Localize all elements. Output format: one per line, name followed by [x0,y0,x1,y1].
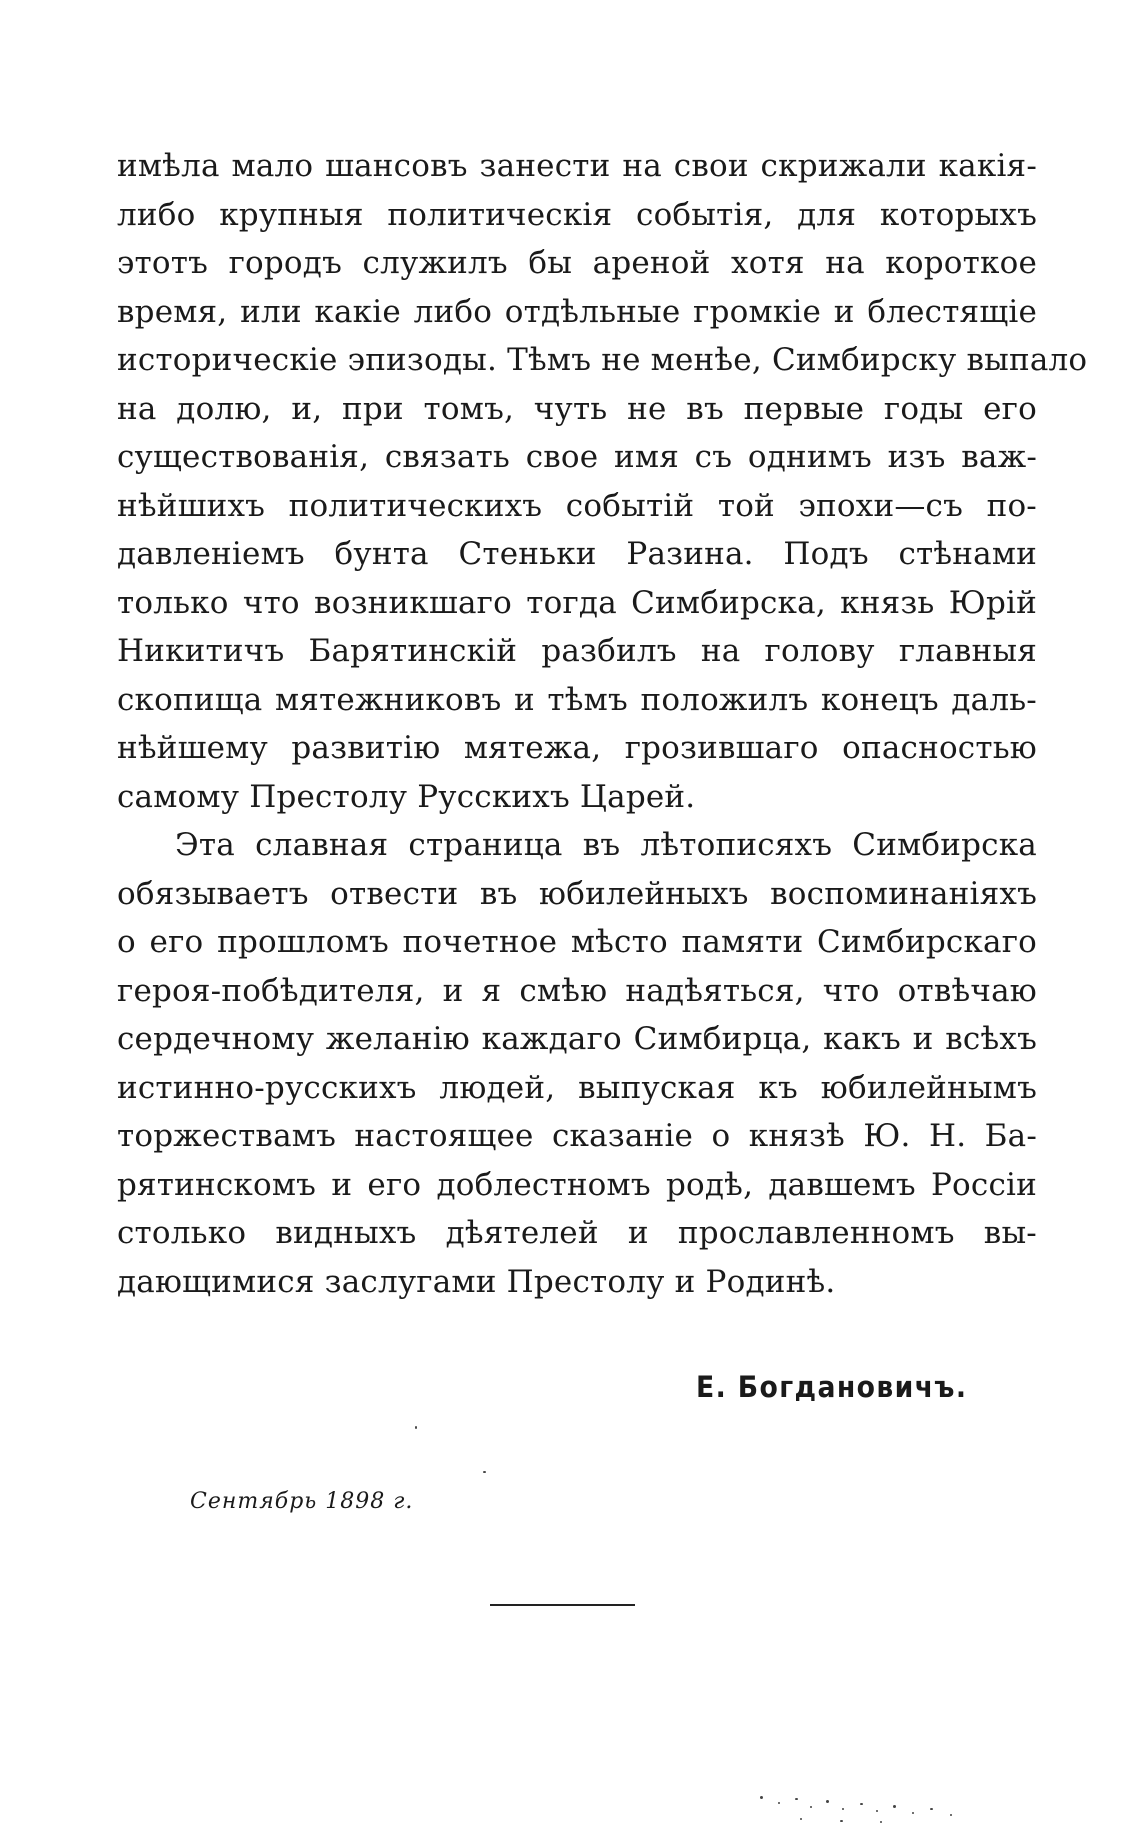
text-line: только что возникшаго тогда Симбирска, князь Юрій [117,584,1037,621]
text-line: время, или какіе либо отдѣльные громкіе и блестящіе [117,293,1037,330]
text-line: существованія, связать свое имя съ однимъ изъ важ- [117,439,1037,475]
text-line: либо крупныя политическія событія, для которыхъ [117,196,1037,233]
author-signature: Е. Богдановичъ. [696,1370,968,1404]
text-line: имѣла мало шансовъ занести на свои скрижали какія- [117,148,1037,184]
text-line: на долю, и, при томъ, чуть не въ первые годы его [117,390,1037,427]
text-line: самому Престолу Русскихъ Царей. [117,778,696,815]
text-line: сердечному желанію каждаго Симбирца, какъ и всѣхъ [117,1021,1037,1057]
text-line: о его прошломъ почетное мѣсто памяти Симбирскаго [117,924,1037,960]
text-line: нѣйшему развитію мятежа, грозившаго опасностью [117,730,1037,766]
text-line: столько видныхъ дѣятелей и прославленномъ вы- [117,1215,1037,1251]
text-line: героя-побѣдителя, и я смѣю надѣяться, что отвѣчаю [117,972,1037,1009]
text-line: рятинскомъ и его доблестномъ родѣ, давшемъ Россіи [117,1166,1037,1203]
text-line: историческіе эпизоды. Тѣмъ не менѣе, Симбирску выпало [117,342,1088,378]
text-line: истинно-русскихъ людей, выпуская къ юбилейнымъ [117,1069,1037,1106]
text-line: скопища мятежниковъ и тѣмъ положилъ конецъ даль- [117,681,1037,718]
text-line: торжествамъ настоящее сказаніе о князѣ Ю. Н. Ба- [117,1118,1037,1154]
text-line: давленіемъ бунта Стеньки Разина. Подъ стѣнами [117,536,1037,572]
paragraph-1 [117,142,1088,821]
paragraph-2 [117,821,1037,1306]
text-line: этотъ городъ служилъ бы ареной хотя на короткое [117,245,1037,281]
text-line: обязываетъ отвести въ юбилейныхъ воспоминаніяхъ [117,875,1037,912]
body-text [117,142,1088,1306]
text-line: Никитичъ Барятинскій разбилъ на голову главныя [117,633,1037,669]
date-line: Сентябрь 1898 г. [190,1489,414,1514]
text-line: нѣйшихъ политическихъ событій той эпохи—съ по- [117,487,1037,524]
text-line: дающимися заслугами Престолу и Родинѣ. [117,1263,836,1300]
closing-rule [490,1604,635,1606]
text-line: Эта славная страница въ лѣтописяхъ Симбирска [175,827,1037,863]
